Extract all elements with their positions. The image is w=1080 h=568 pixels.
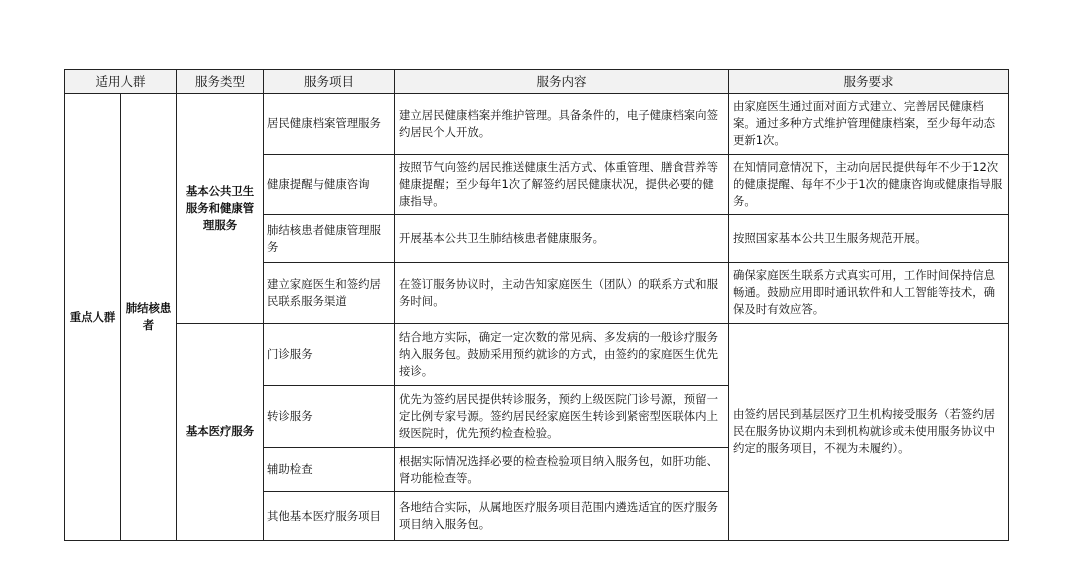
service-content-cell: 建立居民健康档案并维护管理。具备条件的，电子健康档案向签约居民个人开放。 bbox=[395, 94, 729, 155]
header-population: 适用人群 bbox=[65, 70, 177, 94]
table-row bbox=[65, 94, 1009, 155]
header-service-item: 服务项目 bbox=[264, 70, 395, 94]
service-item-cell: 门诊服务 bbox=[264, 323, 395, 386]
service-content-cell: 优先为签约居民提供转诊服务，预约上级医院门诊号源，预留一定比例专家号源。签约居民经家庭医生转诊到紧密型医联体内上级医院时，优先预约检查检验。 bbox=[395, 386, 729, 448]
service-item-cell: 居民健康档案管理服务 bbox=[264, 94, 395, 155]
group-cell: 重点人群 bbox=[65, 94, 121, 541]
service-content-cell: 开展基本公共卫生肺结核患者健康服务。 bbox=[395, 215, 729, 263]
service-content-cell: 根据实际情况选择必要的检查检验项目纳入服务包，如肝功能、肾功能检查等。 bbox=[395, 447, 729, 491]
header-row bbox=[65, 70, 1009, 94]
service-item-cell: 健康提醒与健康咨询 bbox=[264, 154, 395, 215]
header-service-requirement: 服务要求 bbox=[729, 70, 1009, 94]
table-row bbox=[65, 323, 1009, 386]
service-content-cell: 在签订服务协议时，主动告知家庭医生（团队）的联系方式和服务时间。 bbox=[395, 262, 729, 323]
service-content-cell: 各地结合实际，从属地医疗服务项目范围内遴选适宜的医疗服务项目纳入服务包。 bbox=[395, 492, 729, 541]
service-item-cell: 辅助检查 bbox=[264, 447, 395, 491]
header-service-content: 服务内容 bbox=[395, 70, 729, 94]
service-item-cell: 建立家庭医生和签约居民联系服务渠道 bbox=[264, 262, 395, 323]
header-service-type: 服务类型 bbox=[177, 70, 264, 94]
service-content-cell: 按照节气向签约居民推送健康生活方式、体重管理、膳食营养等健康提醒；至少每年1次了解签约居民健康状况，提供必要的健康指导。 bbox=[395, 154, 729, 215]
subgroup-cell: 肺结核患者 bbox=[121, 94, 177, 541]
service-type-public-health: 基本公共卫生服务和健康管理服务 bbox=[177, 94, 264, 324]
service-item-cell: 其他基本医疗服务项目 bbox=[264, 492, 395, 541]
service-table bbox=[64, 69, 1009, 541]
service-requirement-cell: 按照国家基本公共卫生服务规范开展。 bbox=[729, 215, 1009, 263]
service-item-cell: 肺结核患者健康管理服务 bbox=[264, 215, 395, 263]
service-content-cell: 结合地方实际，确定一定次数的常见病、多发病的一般诊疗服务纳入服务包。鼓励采用预约就诊的方式，由签约的家庭医生优先接诊。 bbox=[395, 323, 729, 386]
service-item-cell: 转诊服务 bbox=[264, 386, 395, 448]
service-requirement-cell: 在知情同意情况下，主动向居民提供每年不少于12次的健康提醒、每年不少于1次的健康咨询或健康指导服务。 bbox=[729, 154, 1009, 215]
service-requirement-cell: 由家庭医生通过面对面方式建立、完善居民健康档案。通过多种方式维护管理健康档案，至少每年动态更新1次。 bbox=[729, 94, 1009, 155]
service-requirement-medical: 由签约居民到基层医疗卫生机构接受服务（若签约居民在服务协议期内未到机构就诊或未使用服务协议中约定的服务项目，不视为未履约）。 bbox=[729, 323, 1009, 540]
service-requirement-cell: 确保家庭医生联系方式真实可用，工作时间保持信息畅通。鼓励应用即时通讯软件和人工智能等技术，确保及时有效应答。 bbox=[729, 262, 1009, 323]
service-type-medical: 基本医疗服务 bbox=[177, 323, 264, 540]
